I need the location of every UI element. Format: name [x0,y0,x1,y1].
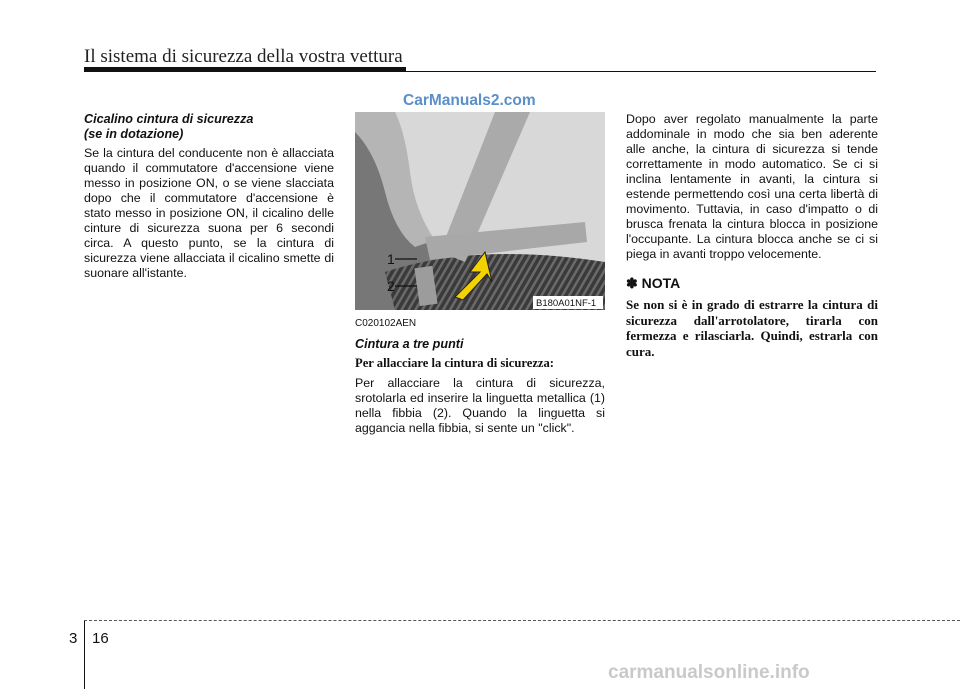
seatbelt-chime-heading [84,112,334,142]
three-point-belt-heading: Cintura a tre punti [355,337,464,351]
fasten-paragraph: Per allacciare la cintura di sicurezza, srotolarla ed inserire la linguetta metallica (1) nella fibbia (2). Quando la linguetta si aggancia nella fibbia, si sente un "click". [355,376,605,435]
section-number: 3 [69,630,78,647]
figure-label-2: 2 [387,278,395,294]
header-rule-thin [84,71,876,72]
column-left [84,112,334,287]
seatbelt-chime-heading-line2: (se in dotazione) [84,127,184,141]
reference-code: C020102AEN [355,318,417,329]
adjustment-paragraph: Dopo aver regolato manualmente la parte addominale in modo che sia ben aderente alle anche, la cintura di sicurezza si tende correttamente in modo automatico. Se ci si inclina lentamente in avanti, la cintura si estende permettendo così una certa libertà di movimento. Tuttavia, in caso d'impatto o di brusca frenata la cintura blocca in posizione l'occupante. La cintura blocca anche se ci si piega in avanti troppo velocemente. [626,112,878,261]
footer-vertical-rule [84,620,85,689]
nota-paragraph: Se non si è in grado di estrarre la cintura di sicurezza dall'arrotolatore, tirarla con fermezza e rilasciarla. Quindi, estrarla con cura. [626,297,878,359]
watermark-bottom: carmanualsonline.info [608,662,810,683]
header-title: Il sistema di sicurezza della vostra vettura [84,46,403,67]
seatbelt-chime-heading-line1: Cicalino cintura di sicurezza [84,112,254,126]
nota-heading: ✽ NOTA [626,275,681,291]
column-middle [355,112,605,442]
seatbelt-chime-paragraph: Se la cintura del conducente non è allacciata quando il commutatore d'accensione viene messo in posizione ON, o se viene slacciata dopo che il commutatore d'accensione è stato messo in posizione ON, il cicalino delle cinture di sicurezza suona per 6 secondi circa. A questo punto, se la cintura di sicurezza viene allacciata il cicalino smette di suonare all'istante. [84,146,334,280]
figure-code: B180A01NF-1 [536,298,597,309]
watermark-top: CarManuals2.com [403,92,536,109]
seatbelt-photo [355,112,605,310]
page-number: 16 [92,630,109,647]
footer-dashed-rule [84,620,960,621]
column-right [626,112,878,359]
seatbelt-illustration [355,112,605,310]
fasten-intro: Per allacciare la cintura di sicurezza: [355,356,554,370]
figure-label-1: 1 [387,251,395,267]
